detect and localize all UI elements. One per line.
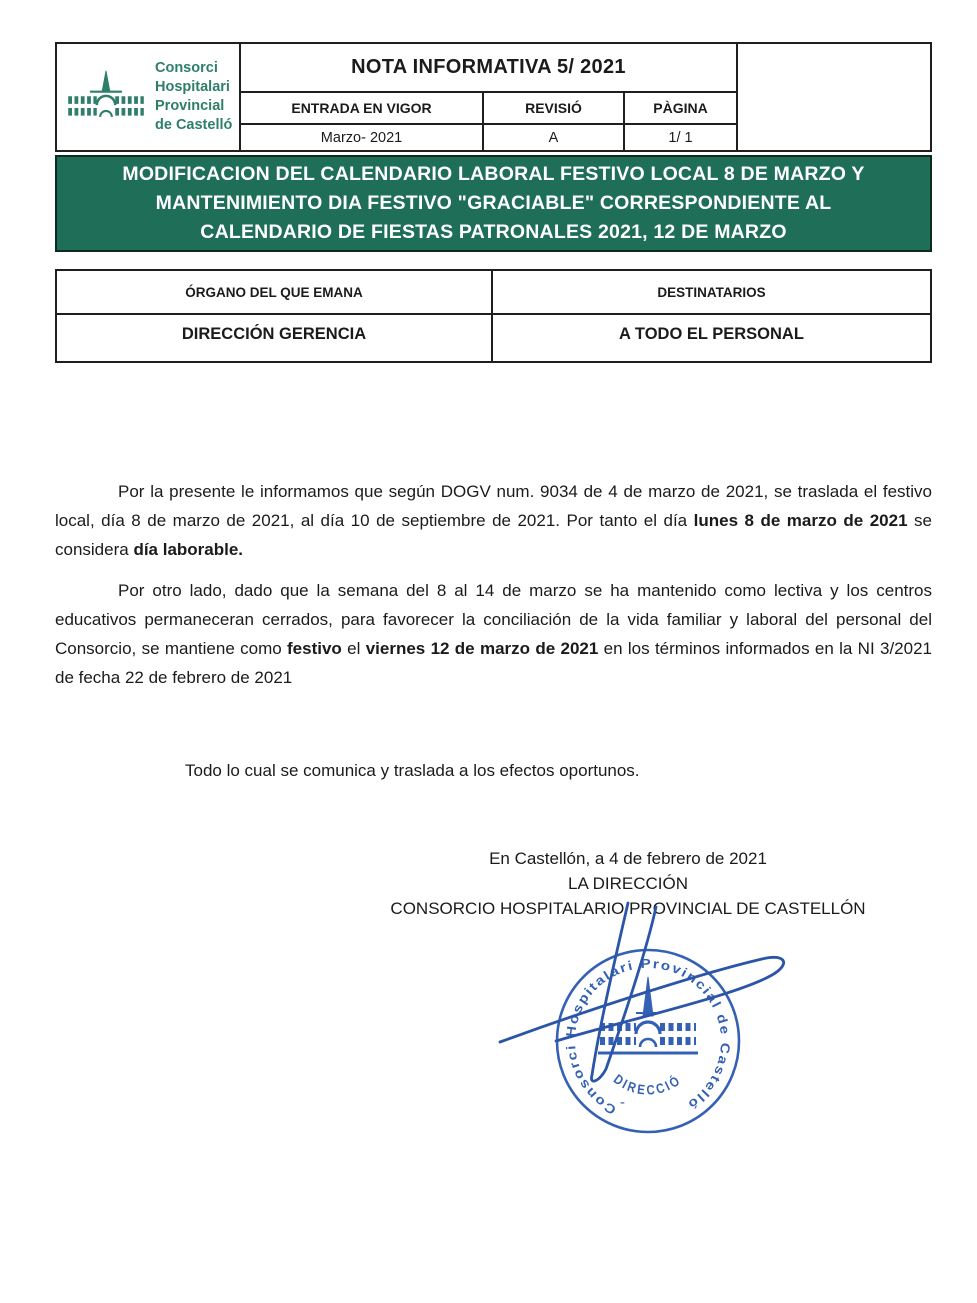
paragraph-2-bold-festivo: festivo bbox=[287, 639, 342, 658]
header-middle-column bbox=[241, 44, 738, 150]
stamp-and-signature bbox=[460, 893, 840, 1158]
header-destinatarios: DESTINATARIOS bbox=[493, 271, 930, 315]
stamp-dash: - bbox=[620, 1094, 625, 1111]
signature-direccion: LA DIRECCIÓN bbox=[568, 874, 688, 893]
paragraph-2-text-2: el bbox=[341, 639, 366, 658]
header-empty-cell bbox=[738, 44, 930, 150]
banner-line-2: MANTENIMIENTO DIA FESTIVO "GRACIABLE" CORRESPONDIENTE AL bbox=[155, 192, 832, 214]
subject-banner bbox=[55, 155, 932, 252]
paragraph-1-bold-laborable: día laborable. bbox=[133, 540, 244, 559]
logo-text-line2: Provincial de Castelló bbox=[155, 98, 233, 133]
value-destinatarios: A TODO EL PERSONAL bbox=[619, 325, 804, 343]
label-pagina: PÀGINA bbox=[653, 100, 708, 116]
paragraph-2-bold-date: viernes 12 de marzo de 2021 bbox=[365, 639, 599, 658]
paragraph-1-text: Por la presente le informamos que según DOGV num. 9034 de 4 de marzo de 2021, se traslada el festivo local, día 8 de marzo de 2021, al día 10 de septiembre de 2021. Por tanto el día bbox=[55, 482, 932, 530]
stamp-ring-text: Consorci Hospitalari Provincial de Castelló bbox=[562, 955, 734, 1118]
paragraph-2 bbox=[55, 576, 932, 692]
organ-destinatarios-table bbox=[55, 269, 932, 363]
stamp-direccio-text: DIRECCIÓ bbox=[610, 1070, 687, 1098]
value-revisio: A bbox=[484, 125, 625, 150]
hospital-building-icon bbox=[64, 67, 148, 128]
header-labels-row bbox=[241, 93, 736, 125]
document-title: NOTA INFORMATIVA 5/ 2021 bbox=[241, 44, 736, 93]
header-values-row bbox=[241, 125, 736, 150]
paragraph-1-text-2: se considera bbox=[55, 511, 932, 559]
paragraph-2-text: Por otro lado, dado que la semana del 8 al 14 de marzo se ha mantenido como lectiva y los centros educativos permaneceran cerrados, para favorecer la conciliación de la vida familiar y laboral del personal del Consorcio, se mantiene como bbox=[55, 581, 932, 658]
header-organo: ÓRGANO DEL QUE EMANA bbox=[57, 271, 493, 315]
logo-text-line1: Consorci Hospitalari bbox=[155, 60, 230, 95]
value-organo: DIRECCIÓN GERENCIA bbox=[57, 315, 493, 361]
label-entrada-en-vigor: ENTRADA EN VIGOR bbox=[241, 93, 484, 123]
signature-consorcio: CONSORCIO HOSPITALARIO PROVINCIAL DE CASTELLÓN bbox=[390, 899, 866, 918]
label-revisio: REVISIÓ bbox=[484, 93, 625, 123]
logo bbox=[57, 44, 241, 150]
value-pagina: 1/ 1 bbox=[668, 129, 693, 146]
paragraph-1 bbox=[55, 477, 932, 564]
paragraph-2-text-3: en los términos informados en la NI 3/2021 de fecha 22 de febrero de 2021 bbox=[55, 639, 932, 687]
header-table bbox=[55, 42, 932, 152]
closing-line: Todo lo cual se comunica y traslada a los efectos oportunos. bbox=[185, 761, 640, 780]
value-entrada-en-vigor: Marzo- 2021 bbox=[241, 125, 484, 150]
logo-text bbox=[155, 59, 237, 135]
stamp-icon bbox=[460, 893, 840, 1158]
paragraph-1-bold-date: lunes 8 de marzo de 2021 bbox=[693, 511, 908, 530]
banner-line-3: CALENDARIO DE FIESTAS PATRONALES 2021, 12 DE MARZO bbox=[200, 221, 787, 243]
signature-place-date: En Castellón, a 4 de febrero de 2021 bbox=[489, 849, 767, 868]
banner-line-1: MODIFICACION DEL CALENDARIO LABORAL FESTIVO LOCAL 8 DE MARZO Y bbox=[122, 163, 865, 185]
